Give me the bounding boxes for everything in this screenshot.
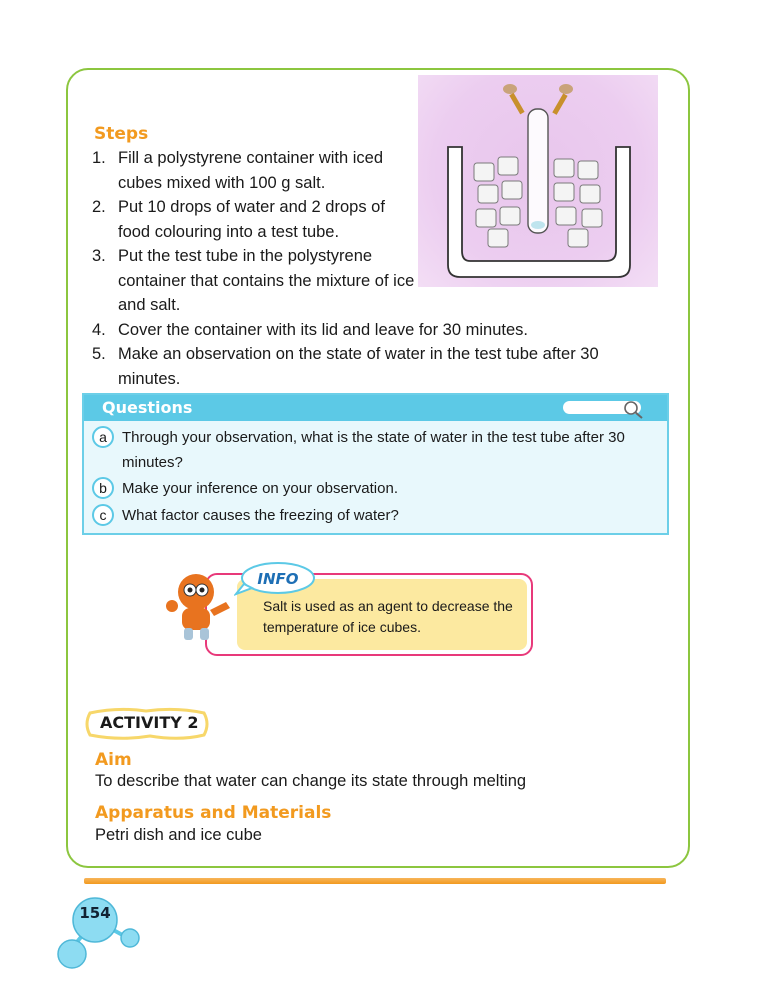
steps-heading: Steps	[94, 124, 149, 144]
apparatus-heading: Apparatus and Materials	[95, 803, 332, 823]
info-badge-label: INFO	[257, 570, 299, 588]
aim-text: To describe that water can change its state through melting	[95, 772, 527, 790]
step-text: Put 10 drops of water and 2 drops of food colouring into a test tube.	[118, 198, 385, 241]
info-badge-icon	[234, 558, 316, 596]
page-number: 154	[79, 904, 111, 922]
questions-heading: Questions	[102, 398, 193, 417]
question-item	[92, 425, 632, 475]
step-number: 2.	[92, 198, 106, 216]
question-item	[92, 476, 398, 501]
magnifier-icon	[621, 398, 645, 420]
info-text: Salt is used as an agent to decrease the temperature of ice cubes.	[263, 598, 513, 635]
step-text: Put the test tube in the polystyrene container that contains the mixture of ice and salt.	[118, 247, 415, 314]
question-letter: b	[92, 477, 114, 499]
step-number: 1.	[92, 149, 106, 167]
step-item	[92, 342, 612, 391]
step-number: 3.	[92, 247, 106, 265]
question-letter: c	[92, 504, 114, 526]
step-item	[92, 146, 612, 195]
step-item	[92, 318, 612, 343]
footer-rule	[84, 878, 666, 884]
question-text: What factor causes the freezing of water?	[122, 507, 399, 524]
step-number: 4.	[92, 320, 106, 339]
apparatus-text: Petri dish and ice cube	[95, 826, 262, 844]
step-text: Make an observation on the state of water in the test tube after 30 minutes.	[118, 345, 599, 388]
step-item	[92, 244, 612, 318]
aim-heading: Aim	[95, 750, 132, 770]
step-number: 5.	[92, 345, 106, 363]
question-text: Make your inference on your observation.	[122, 480, 398, 497]
question-text: Through your observation, what is the state of water in the test tube after 30 minutes?	[122, 429, 625, 471]
questions-box	[82, 393, 669, 535]
question-item	[92, 503, 399, 528]
activity-label: ACTIVITY 2	[100, 713, 199, 732]
question-letter: a	[92, 426, 114, 448]
robot-mascot-icon	[164, 566, 240, 646]
steps-list	[92, 146, 612, 391]
step-item	[92, 195, 612, 244]
questions-header	[84, 395, 667, 421]
step-text: Cover the container with its lid and leave for 30 minutes.	[118, 320, 528, 339]
step-text: Fill a polystyrene container with iced cubes mixed with 100 g salt.	[118, 149, 384, 192]
